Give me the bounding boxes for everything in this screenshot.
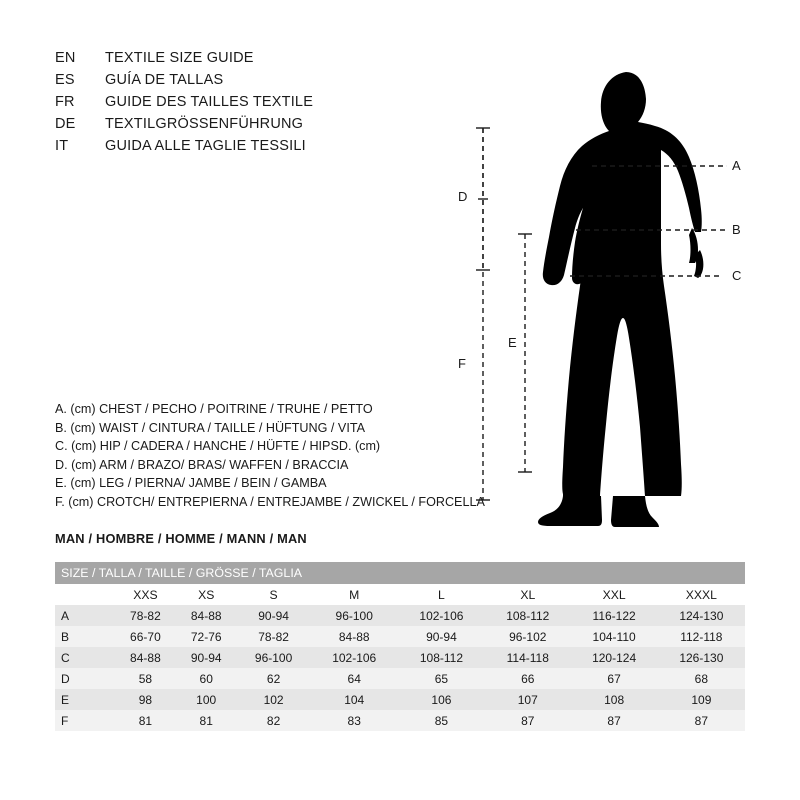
row-label: F — [55, 710, 115, 731]
cell: 67 — [571, 668, 658, 689]
cell: 126-130 — [658, 647, 745, 668]
title-text: TEXTILGRÖSSENFÜHRUNG — [105, 116, 304, 132]
cell: 68 — [658, 668, 745, 689]
cell: 66 — [485, 668, 570, 689]
cell: 108-112 — [485, 605, 570, 626]
table-band-row — [55, 562, 745, 584]
size-table — [55, 562, 745, 731]
cell: 60 — [176, 668, 237, 689]
row-label: C — [55, 647, 115, 668]
legend-item-d: D. (cm) ARM / BRAZO/ BRAS/ WAFFEN / BRACCIA — [55, 457, 349, 472]
cell: 81 — [176, 710, 237, 731]
title-lang: IT — [55, 138, 69, 154]
cell: 107 — [485, 689, 570, 710]
table-row — [55, 668, 745, 689]
size-table-element — [55, 562, 745, 731]
cell: 100 — [176, 689, 237, 710]
cell: 104 — [311, 689, 398, 710]
legend-item-c: C. (cm) HIP / CADERA / HANCHE / HÜFTE / HIPSD. (cm) — [55, 439, 381, 454]
cell: 66-70 — [115, 626, 176, 647]
title-lang: ES — [55, 72, 75, 88]
cell: 102 — [237, 689, 311, 710]
legend-block — [55, 400, 495, 512]
title-lang: DE — [55, 116, 76, 132]
title-lang: EN — [55, 50, 76, 66]
cell: 84-88 — [176, 605, 237, 626]
col-head-xs: XS — [176, 584, 237, 605]
man-silhouette — [538, 72, 703, 527]
row-label: A — [55, 605, 115, 626]
cell: 98 — [115, 689, 176, 710]
legend-item-f: F. (cm) CROTCH/ ENTREPIERNA / ENTREJAMBE / ZWICKEL / FORCELLA — [55, 494, 485, 509]
cell: 78-82 — [237, 626, 311, 647]
title-text: TEXTILE SIZE GUIDE — [105, 50, 254, 66]
table-row — [55, 647, 745, 668]
col-head-blank — [55, 584, 115, 605]
guide-f — [476, 128, 490, 500]
cell: 96-100 — [311, 605, 398, 626]
marker-label-f: F — [458, 356, 466, 371]
cell: 124-130 — [658, 605, 745, 626]
cell: 62 — [237, 668, 311, 689]
cell: 84-88 — [311, 626, 398, 647]
marker-label-a: A — [732, 158, 741, 173]
body-diagram — [430, 30, 790, 550]
cell: 72-76 — [176, 626, 237, 647]
row-label: E — [55, 689, 115, 710]
cell: 96-102 — [485, 626, 570, 647]
title-lang: FR — [55, 94, 75, 110]
cell: 108 — [571, 689, 658, 710]
col-head-xxl: XXL — [571, 584, 658, 605]
col-head-xxs: XXS — [115, 584, 176, 605]
title-row — [55, 116, 475, 138]
title-row — [55, 72, 475, 94]
cell: 82 — [237, 710, 311, 731]
guide-e — [518, 234, 532, 472]
cell: 58 — [115, 668, 176, 689]
cell: 120-124 — [571, 647, 658, 668]
cell: 90-94 — [237, 605, 311, 626]
cell: 114-118 — [485, 647, 570, 668]
col-head-l: L — [398, 584, 485, 605]
col-head-xl: XL — [485, 584, 570, 605]
row-label: B — [55, 626, 115, 647]
cell: 102-106 — [311, 647, 398, 668]
legend-item-a: A. (cm) CHEST / PECHO / POITRINE / TRUHE / PETTO — [55, 402, 373, 416]
cell: 108-112 — [398, 647, 485, 668]
title-text: GUÍA DE TALLAS — [105, 72, 224, 88]
col-head-xxxl: XXXL — [658, 584, 745, 605]
title-text: GUIDA ALLE TAGLIE TESSILI — [105, 138, 306, 154]
cell: 64 — [311, 668, 398, 689]
cell: 96-100 — [237, 647, 311, 668]
title-text: GUIDE DES TAILLES TEXTILE — [105, 94, 314, 110]
cell: 87 — [658, 710, 745, 731]
cell: 104-110 — [571, 626, 658, 647]
marker-label-c: C — [732, 268, 742, 283]
cell: 106 — [398, 689, 485, 710]
cell: 90-94 — [176, 647, 237, 668]
cell: 102-106 — [398, 605, 485, 626]
cell: 116-122 — [571, 605, 658, 626]
cell: 109 — [658, 689, 745, 710]
title-row — [55, 94, 475, 116]
cell: 87 — [485, 710, 570, 731]
row-label: D — [55, 668, 115, 689]
table-band-label: SIZE / TALLA / TAILLE / GRÖSSE / TAGLIA — [55, 562, 745, 584]
table-row — [55, 710, 745, 731]
legend-item-b: B. (cm) WAIST / CINTURA / TAILLE / HÜFTUNG / VITA — [55, 420, 365, 435]
title-row — [55, 138, 475, 160]
table-row — [55, 605, 745, 626]
marker-label-b: B — [732, 222, 741, 237]
cell: 85 — [398, 710, 485, 731]
cell: 112-118 — [658, 626, 745, 647]
cell: 65 — [398, 668, 485, 689]
title-row — [55, 50, 475, 72]
legend-item-e: E. (cm) LEG / PIERNA/ JAMBE / BEIN / GAMBA — [55, 476, 327, 491]
cell: 87 — [571, 710, 658, 731]
table-header-row — [55, 584, 745, 605]
gender-label: MAN / HOMBRE / HOMME / MANN / MAN — [55, 531, 307, 546]
table-row — [55, 689, 745, 710]
col-head-m: M — [311, 584, 398, 605]
cell: 84-88 — [115, 647, 176, 668]
marker-label-e: E — [508, 335, 517, 350]
table-row — [55, 626, 745, 647]
marker-label-d: D — [458, 189, 468, 204]
cell: 83 — [311, 710, 398, 731]
title-block — [55, 50, 475, 160]
cell: 81 — [115, 710, 176, 731]
cell: 78-82 — [115, 605, 176, 626]
cell: 90-94 — [398, 626, 485, 647]
col-head-s: S — [237, 584, 311, 605]
